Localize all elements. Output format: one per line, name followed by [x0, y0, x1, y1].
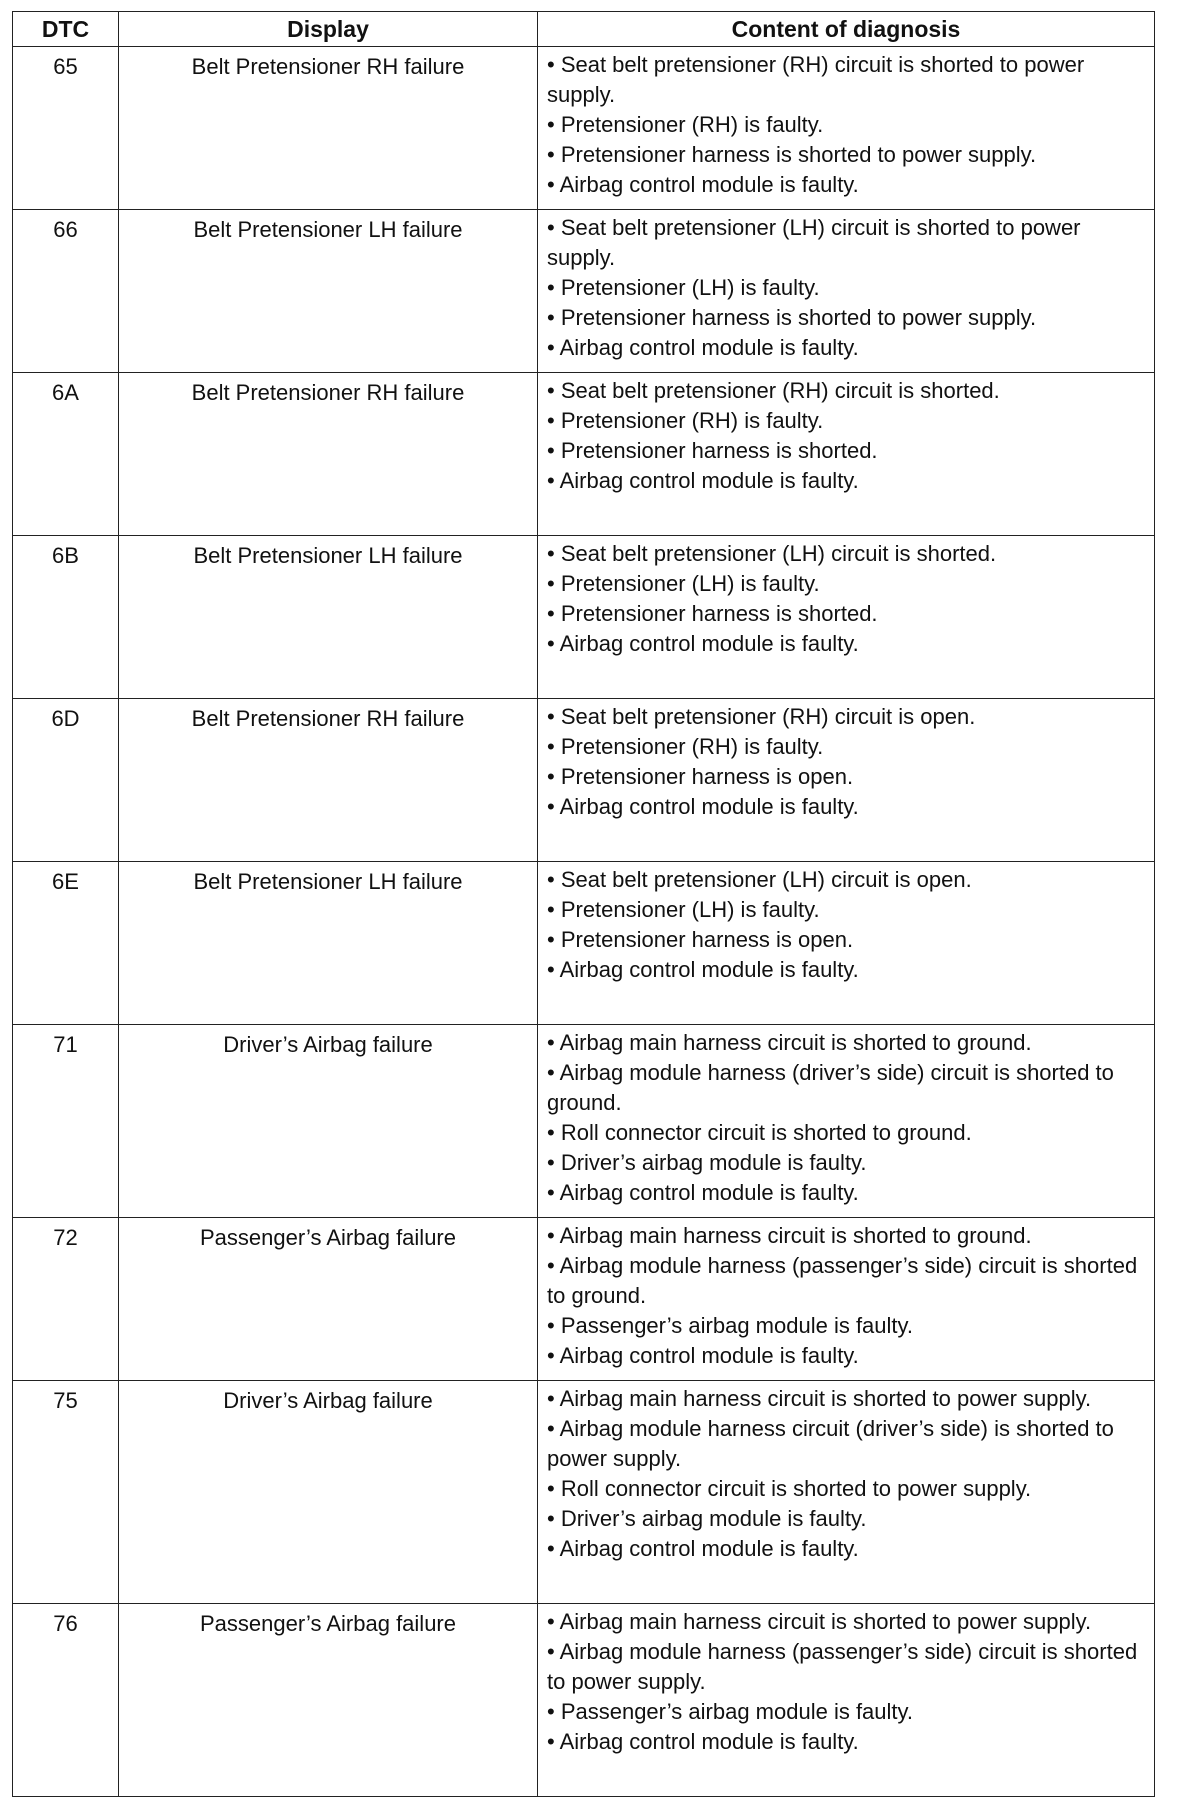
diagnosis-content-cell	[538, 699, 1155, 862]
header-display: Display	[119, 12, 538, 47]
dtc-code-cell: 75	[13, 1381, 119, 1604]
diagnosis-item: • Airbag main harness circuit is shorted to ground.	[547, 1223, 1032, 1248]
display-cell: Belt Pretensioner RH failure	[119, 47, 538, 210]
table-row	[13, 1604, 1155, 1797]
diagnosis-item: • Pretensioner (LH) is faulty.	[547, 275, 820, 300]
diagnosis-item: • Pretensioner harness is open.	[547, 927, 854, 952]
display-cell: Belt Pretensioner RH failure	[119, 699, 538, 862]
diagnosis-item: • Pretensioner (RH) is faulty.	[547, 734, 824, 759]
diagnosis-item: • Seat belt pretensioner (RH) circuit is shorted to power supply.	[547, 52, 1085, 107]
diagnosis-item: • Driver’s airbag module is faulty.	[547, 1506, 867, 1531]
header-content: Content of diagnosis	[538, 12, 1155, 47]
dtc-code-cell: 66	[13, 210, 119, 373]
diagnosis-item: • Airbag module harness (driver’s side) circuit is shorted to ground.	[547, 1060, 1114, 1115]
dtc-code-cell: 6B	[13, 536, 119, 699]
dtc-code-cell: 6D	[13, 699, 119, 862]
diagnosis-content-cell	[538, 210, 1155, 373]
diagnosis-item: • Driver’s airbag module is faulty.	[547, 1150, 867, 1175]
table-body	[13, 47, 1155, 1797]
diagnosis-item: • Pretensioner harness is shorted.	[547, 438, 878, 463]
display-cell: Belt Pretensioner LH failure	[119, 536, 538, 699]
table-row	[13, 699, 1155, 862]
diagnosis-item: • Passenger’s airbag module is faulty.	[547, 1699, 914, 1724]
table-row	[13, 1218, 1155, 1381]
table-row	[13, 1025, 1155, 1218]
diagnosis-content-cell	[538, 1381, 1155, 1604]
diagnosis-item: • Airbag control module is faulty.	[547, 957, 859, 982]
header-dtc: DTC	[13, 12, 119, 47]
diagnosis-item: • Pretensioner harness is shorted.	[547, 601, 878, 626]
diagnosis-item: • Roll connector circuit is shorted to ground.	[547, 1120, 972, 1145]
diagnosis-item: • Pretensioner (RH) is faulty.	[547, 408, 824, 433]
dtc-code-cell: 76	[13, 1604, 119, 1797]
diagnosis-content-cell	[538, 1218, 1155, 1381]
diagnosis-item: • Airbag control module is faulty.	[547, 1180, 859, 1205]
dtc-table	[12, 11, 1155, 1797]
diagnosis-content-cell	[538, 862, 1155, 1025]
table-row	[13, 536, 1155, 699]
diagnosis-item: • Airbag control module is faulty.	[547, 794, 859, 819]
display-cell: Driver’s Airbag failure	[119, 1025, 538, 1218]
display-cell: Passenger’s Airbag failure	[119, 1218, 538, 1381]
dtc-code-cell: 65	[13, 47, 119, 210]
display-cell: Belt Pretensioner RH failure	[119, 373, 538, 536]
diagnosis-item: • Pretensioner harness is shorted to power supply.	[547, 305, 1037, 330]
display-cell: Belt Pretensioner LH failure	[119, 210, 538, 373]
diagnosis-item: • Airbag main harness circuit is shorted to power supply.	[547, 1609, 1092, 1634]
diagnosis-item: • Airbag module harness circuit (driver’s side) is shorted to power supply.	[547, 1416, 1114, 1471]
diagnosis-item: • Airbag control module is faulty.	[547, 468, 859, 493]
table-row	[13, 373, 1155, 536]
diagnosis-content-cell	[538, 1604, 1155, 1797]
diagnosis-item: • Seat belt pretensioner (LH) circuit is shorted to power supply.	[547, 215, 1081, 270]
diagnosis-item: • Passenger’s airbag module is faulty.	[547, 1313, 914, 1338]
diagnosis-content-cell	[538, 536, 1155, 699]
diagnosis-item: • Airbag module harness (passenger’s side) circuit is shorted to ground.	[547, 1253, 1138, 1308]
diagnosis-item: • Pretensioner (LH) is faulty.	[547, 571, 820, 596]
diagnosis-item: • Airbag control module is faulty.	[547, 1536, 859, 1561]
display-cell: Driver’s Airbag failure	[119, 1381, 538, 1604]
diagnosis-item: • Pretensioner harness is open.	[547, 764, 854, 789]
diagnosis-item: • Airbag control module is faulty.	[547, 172, 859, 197]
display-cell: Belt Pretensioner LH failure	[119, 862, 538, 1025]
diagnosis-item: • Seat belt pretensioner (RH) circuit is shorted.	[547, 378, 1000, 403]
diagnosis-item: • Airbag main harness circuit is shorted to ground.	[547, 1030, 1032, 1055]
display-cell: Passenger’s Airbag failure	[119, 1604, 538, 1797]
diagnosis-item: • Airbag module harness (passenger’s side) circuit is shorted to power supply.	[547, 1639, 1138, 1694]
diagnosis-item: • Seat belt pretensioner (RH) circuit is open.	[547, 704, 976, 729]
table-row	[13, 862, 1155, 1025]
diagnosis-item: • Airbag control module is faulty.	[547, 335, 859, 360]
diagnosis-item: • Pretensioner (RH) is faulty.	[547, 112, 824, 137]
table-header-row	[13, 12, 1155, 47]
diagnosis-item: • Airbag control module is faulty.	[547, 631, 859, 656]
diagnosis-content-cell	[538, 373, 1155, 536]
diagnosis-item: • Airbag control module is faulty.	[547, 1729, 859, 1754]
table-row	[13, 210, 1155, 373]
dtc-code-cell: 72	[13, 1218, 119, 1381]
diagnosis-item: • Pretensioner (LH) is faulty.	[547, 897, 820, 922]
diagnosis-item: • Pretensioner harness is shorted to power supply.	[547, 142, 1037, 167]
dtc-code-cell: 6E	[13, 862, 119, 1025]
diagnosis-item: • Seat belt pretensioner (LH) circuit is shorted.	[547, 541, 997, 566]
diagnosis-item: • Airbag main harness circuit is shorted to power supply.	[547, 1386, 1092, 1411]
dtc-code-cell: 6A	[13, 373, 119, 536]
table-row	[13, 1381, 1155, 1604]
diagnosis-item: • Roll connector circuit is shorted to power supply.	[547, 1476, 1032, 1501]
dtc-code-cell: 71	[13, 1025, 119, 1218]
diagnosis-content-cell	[538, 47, 1155, 210]
diagnosis-content-cell	[538, 1025, 1155, 1218]
diagnosis-item: • Airbag control module is faulty.	[547, 1343, 859, 1368]
table-row	[13, 47, 1155, 210]
diagnosis-item: • Seat belt pretensioner (LH) circuit is open.	[547, 867, 972, 892]
